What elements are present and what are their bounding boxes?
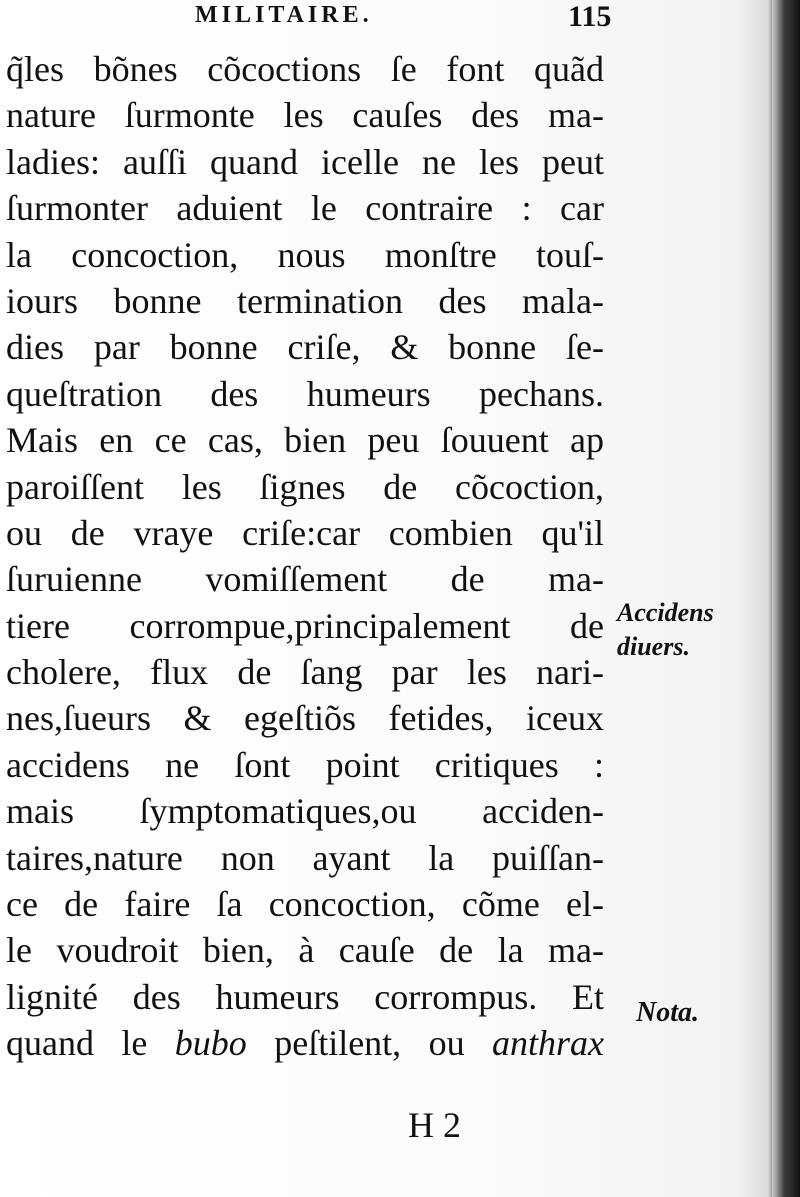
text-line-8: queſtration des humeurs pechans.: [6, 373, 604, 414]
text-line-18: taires,nature non ayant la puiſſan-: [6, 837, 604, 878]
last-line-part-1: quand le: [6, 1023, 175, 1064]
text-line-10: paroiſſent les ſignes de cõcoction,: [6, 466, 604, 507]
text-line-22: [6, 1020, 604, 1066]
margin-note-accidens-line-1: Accidens: [617, 598, 714, 627]
text-line-2: nature ſurmonte les cauſes des ma-: [6, 95, 604, 136]
page-edge-shadow: [772, 0, 800, 1197]
page-number: 115: [568, 0, 612, 33]
running-title: MILITAIRE.: [195, 2, 373, 28]
text-line-19: ce de faire ſa concoction, cõme el-: [6, 884, 604, 925]
main-text-block: [6, 46, 604, 1067]
last-line-part-2: peſtilent, ou: [246, 1023, 493, 1064]
text-line-16: accidens ne ſont point critiques :: [6, 744, 604, 785]
text-line-14: cholere, flux de ſang par les nari-: [6, 652, 604, 693]
text-line-15: nes,ſueurs & egeſtiõs fetides, iceux: [6, 698, 604, 739]
text-line-12: ſuruienne vomiſſement de ma-: [6, 559, 604, 600]
text-line-5: la concoction, nous monſtre touſ-: [6, 234, 604, 275]
text-line-21: lignité des humeurs corrompus. Et: [6, 976, 604, 1017]
margin-note-accidens: [617, 596, 714, 664]
text-line-3: ladies: auſſi quand icelle ne les peut: [6, 141, 604, 182]
text-line-9: Mais en ce cas, bien peu ſouuent ap: [6, 420, 604, 461]
text-line-6: iours bonne termination des mala-: [6, 280, 604, 321]
signature-mark: H 2: [408, 1105, 461, 1145]
text-line-17: mais ſymptomatiques,ou acciden-: [6, 791, 604, 832]
text-line-11: ou de vraye criſe:car combien qu'il: [6, 512, 604, 553]
text-line-20: le voudroit bien, à cauſe de la ma-: [6, 930, 604, 971]
margin-note-accidens-line-2: diuers.: [617, 632, 690, 661]
margin-note-nota: Nota.: [636, 997, 699, 1028]
text-line-7: dies par bonne criſe, & bonne ſe-: [6, 327, 604, 368]
italic-word-bubo: bubo: [174, 1023, 247, 1064]
text-line-13: tiere corrompue,principalement de: [6, 605, 604, 646]
text-line-1: q̃les bõnes cõcoctions ſe font quãd: [6, 49, 604, 89]
text-line-4: ſurmonter aduient le contraire : car: [6, 188, 604, 229]
italic-word-anthrax: anthrax: [492, 1023, 605, 1064]
